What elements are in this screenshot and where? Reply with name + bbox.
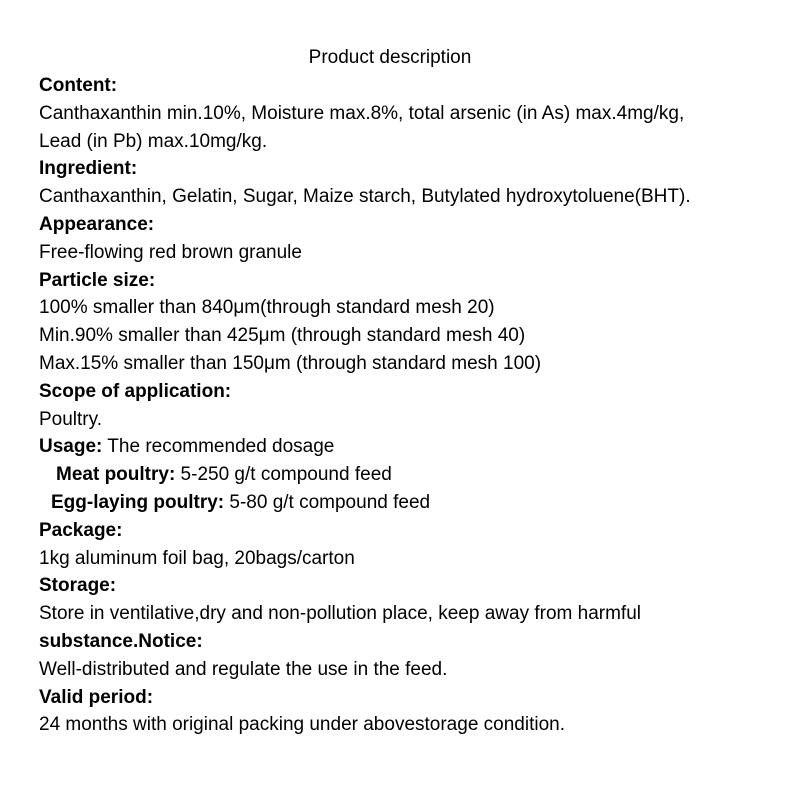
appearance-heading: Appearance: <box>39 213 155 235</box>
scope-text: Poultry. <box>39 408 103 430</box>
content-heading: Content: <box>39 75 118 96</box>
notice-heading: substance.Notice: <box>39 630 203 652</box>
usage-egg-line <box>39 489 789 517</box>
package-text: 1kg aluminum foil bag, 20bags/carton <box>39 547 355 569</box>
scope-heading: Scope of application: <box>39 380 232 402</box>
egg-laying-poultry-value: 5-80 g/t compound feed <box>224 491 431 513</box>
appearance-text: Free-flowing red brown granule <box>39 241 302 263</box>
egg-laying-poultry-label: Egg-laying poultry: <box>51 491 225 513</box>
particle-size-heading: Particle size: <box>39 269 156 291</box>
usage-meat-line <box>39 461 789 489</box>
meat-poultry-value: 5-250 g/t compound feed <box>175 464 392 486</box>
storage-heading: Storage: <box>39 575 117 597</box>
notice-text: Well-distributed and regulate the use in the feed. <box>39 658 448 680</box>
product-description-document <box>39 44 789 739</box>
content-line-2: Lead (in Pb) max.10mg/kg. <box>39 130 268 152</box>
particle-size-line-1: 100% smaller than 840μm(through standard mesh 20) <box>39 297 495 319</box>
storage-text: Store in ventilative,dry and non-pollution place, keep away from harmful <box>39 603 641 625</box>
particle-size-line-2: Min.90% smaller than 425μm (through standard mesh 40) <box>39 325 526 347</box>
usage-heading: Usage: <box>39 436 103 458</box>
particle-size-line-3: Max.15% smaller than 150μm (through standard mesh 100) <box>39 352 542 374</box>
usage-line <box>39 433 789 461</box>
content-line-1: Canthaxanthin min.10%, Moisture max.8%, total arsenic (in As) max.4mg/kg, <box>39 102 685 124</box>
ingredient-text: Canthaxanthin, Gelatin, Sugar, Maize starch, Butylated hydroxytoluene(BHT). <box>39 186 691 208</box>
package-heading: Package: <box>39 519 123 541</box>
document-title: Product description <box>308 47 472 68</box>
valid-period-heading: Valid period: <box>39 686 154 708</box>
usage-text: The recommended dosage <box>102 436 335 458</box>
ingredient-heading: Ingredient: <box>39 158 138 180</box>
meat-poultry-label: Meat poultry: <box>56 464 176 486</box>
valid-period-text: 24 months with original packing under abovestorage condition. <box>39 714 565 736</box>
